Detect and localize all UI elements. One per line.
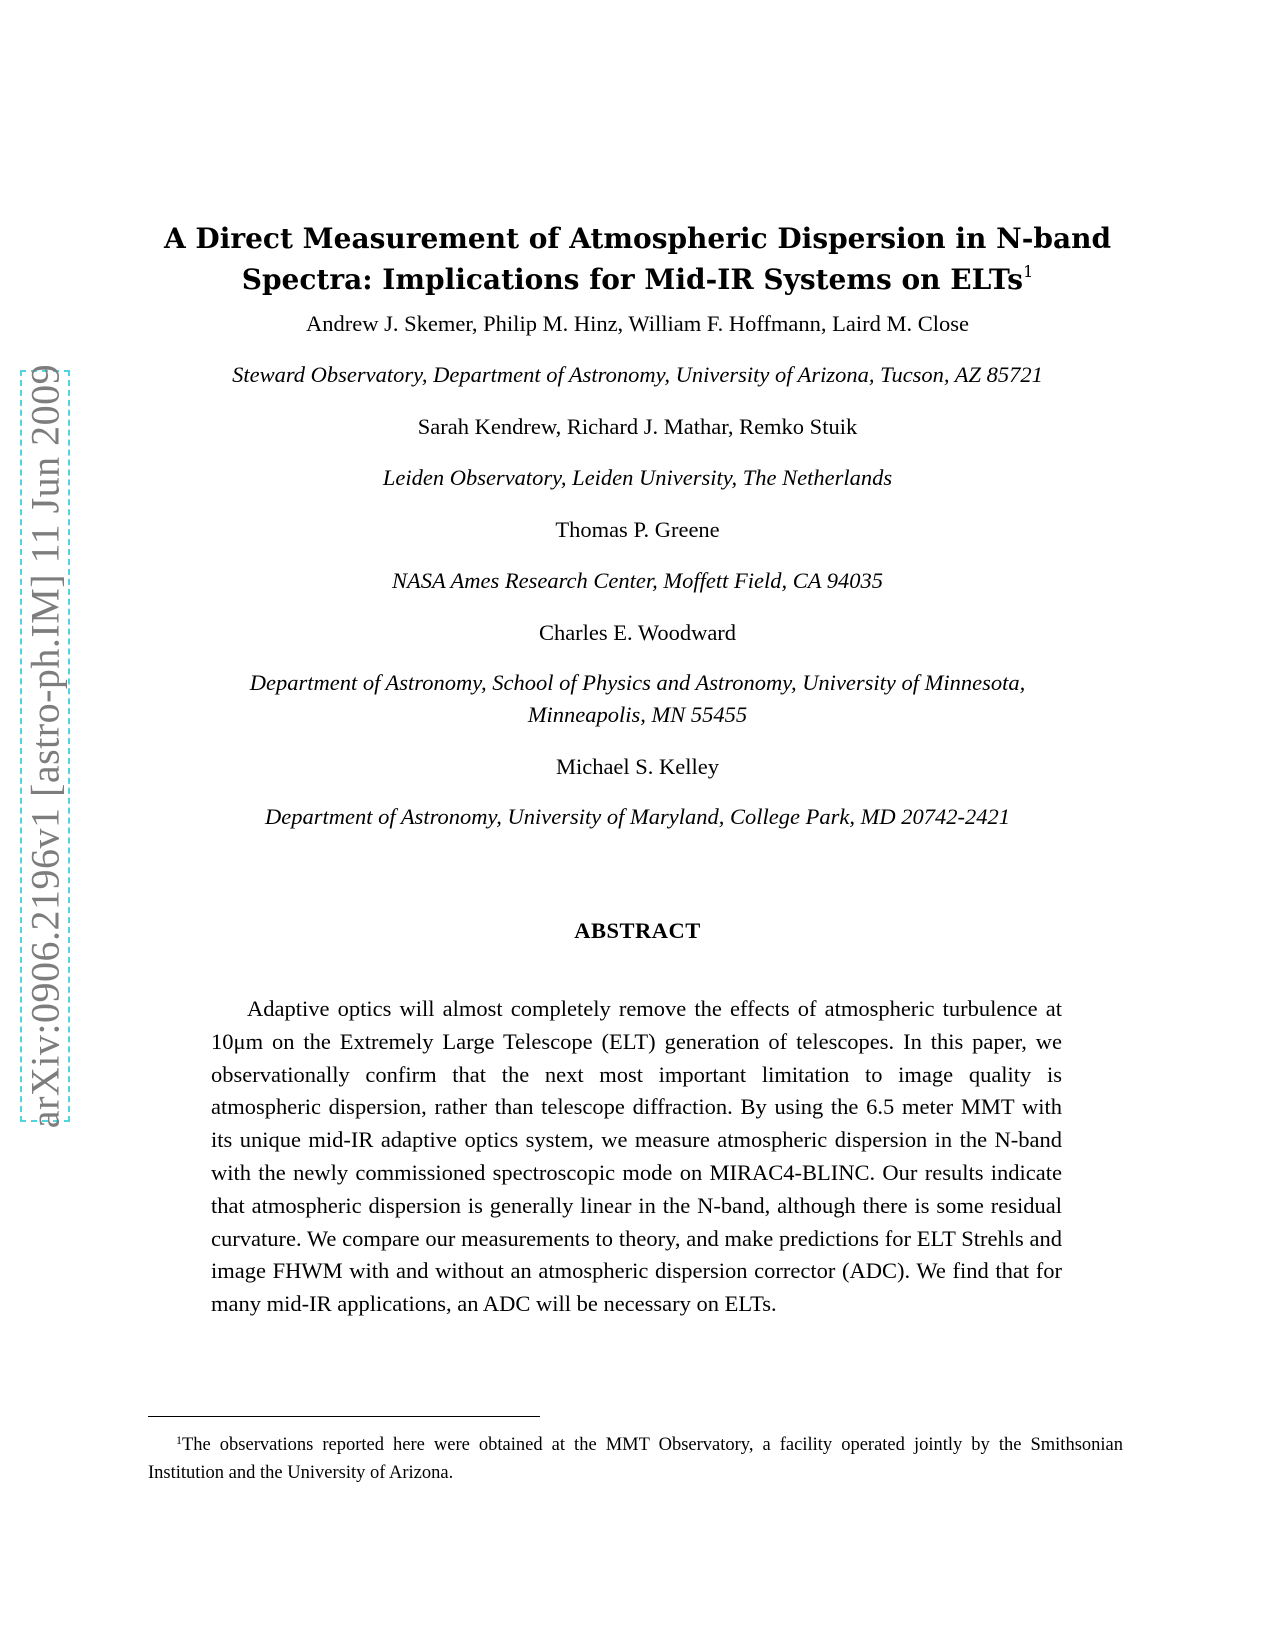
author-list-2: Sarah Kendrew, Richard J. Mathar, Remko Stuik [417,414,858,439]
affiliation-4 [0,667,1275,731]
footnote-marker: 1 [176,1433,182,1447]
affiliation-5: Department of Astronomy, University of Maryland, College Park, MD 20742-2421 [265,804,1010,829]
abstract-body: Adaptive optics will almost completely remove the effects of atmospheric turbulence at 10μm on the Extremely Large Telescope (ELT) generation of telescopes. In this paper, we observationally confirm that the next most important limitation to image quality is atmospheric dispersion, rather than telescope diffraction. By using the 6.5 meter MMT with its unique mid-IR adaptive optics system, we measure atmospheric dispersion in the N-band with the newly commissioned spectroscopic mode on MIRAC4-BLINC. Our results indicate that atmospheric dispersion is generally linear in the N-band, although there is some residual curvature. We compare our measurements to theory, and make predictions for ELT Strehls and image FHWM with and without an atmospheric dispersion corrector (ADC). We find that for many mid-IR applications, an ADC will be necessary on ELTs. [211,996,1062,1317]
author-list-5: Michael S. Kelley [555,754,720,779]
footnote [148,1431,1123,1487]
author-list-3: Thomas P. Greene [555,517,720,542]
title-line-2 [0,259,1275,300]
affiliation-4-line-2: Minneapolis, MN 55455 [527,702,748,727]
title-footnote-marker[interactable]: 1 [1023,262,1034,281]
abstract-heading: ABSTRACT [574,918,701,943]
author-list-4: Charles E. Woodward [538,620,737,645]
affiliation-3: NASA Ames Research Center, Moffett Field, CA 94035 [392,568,883,593]
affiliation-4-line-1: Department of Astronomy, School of Physics and Astronomy, University of Minnesota, [249,670,1026,695]
paper-title [0,218,1275,300]
arxiv-identifier-text: arXiv:0906.2196v1 [astro-ph.IM] 11 Jun 2009 [22,363,68,1129]
footnote-divider [148,1416,540,1417]
affiliation-1: Steward Observatory, Department of Astronomy, University of Arizona, Tucson, AZ 85721 [232,362,1043,387]
author-list-1: Andrew J. Skemer, Philip M. Hinz, William F. Hoffmann, Laird M. Close [305,311,969,336]
footnote-text: The observations reported here were obtained at the MMT Observatory, a facility operated jointly by the Smithsonian Institution and the University of Arizona. [148,1435,1123,1483]
title-line-1: A Direct Measurement of Atmospheric Dispersion in N-band [163,222,1112,255]
affiliation-2: Leiden Observatory, Leiden University, The Netherlands [382,465,893,490]
title-line-2-text: Spectra: Implications for Mid-IR Systems on ELTs [241,263,1024,296]
